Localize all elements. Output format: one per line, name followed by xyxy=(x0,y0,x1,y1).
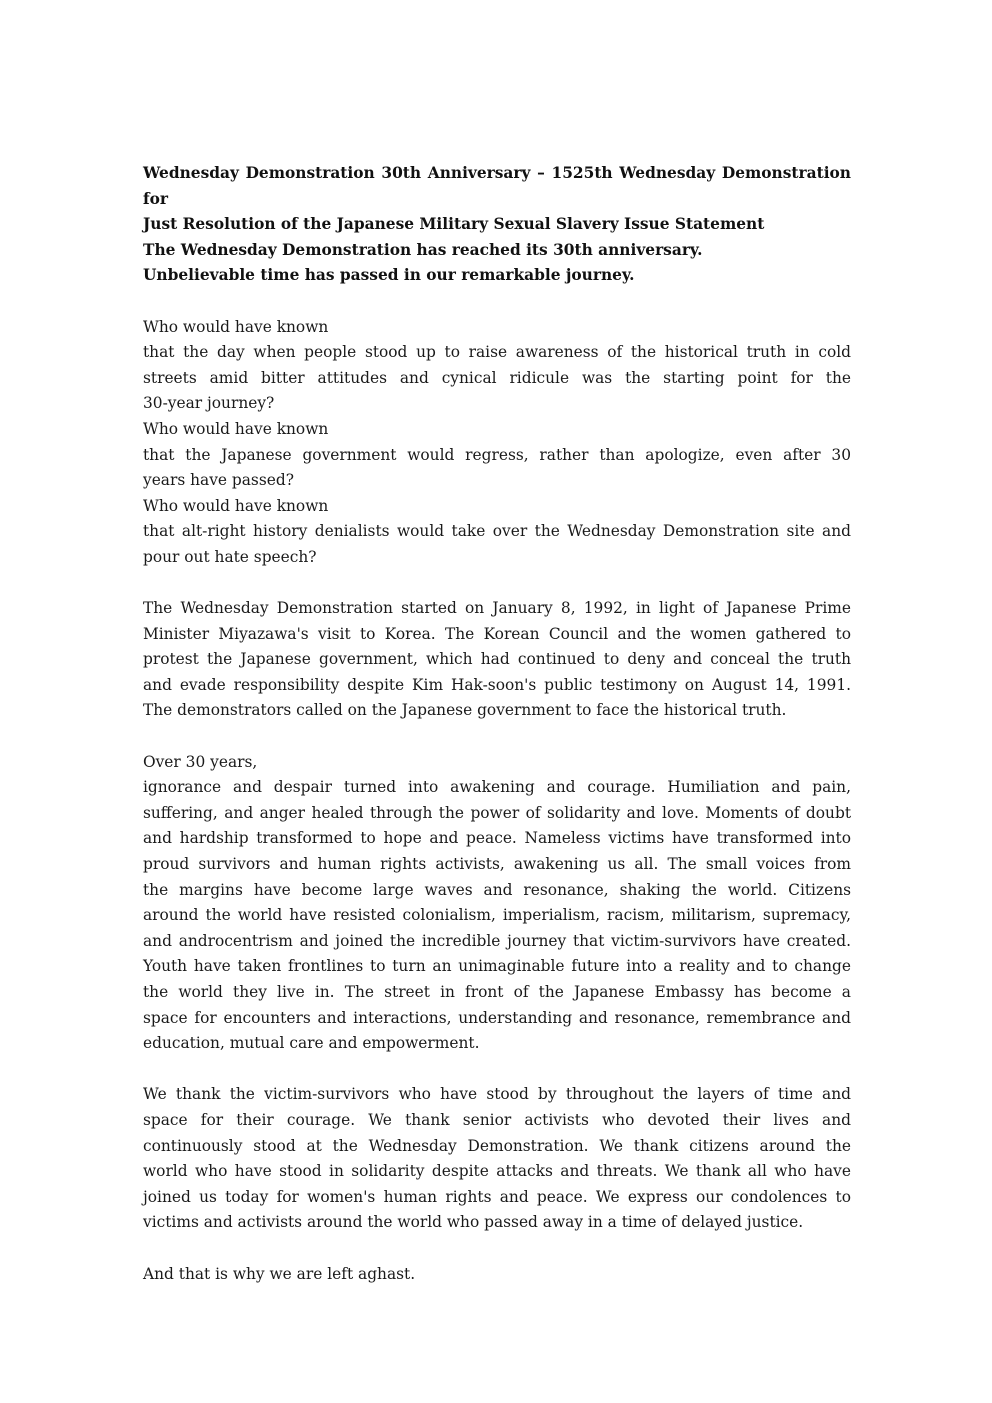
text-line: Minister Miyazawa's visit to Korea. The Korean Council and the women gathered to xyxy=(143,624,851,643)
title-line: Just Resolution of the Japanese Military Sexual Slavery Issue Statement xyxy=(143,215,765,234)
subtitle-line: The Wednesday Demonstration has reached its 30th anniversary. xyxy=(143,240,703,259)
text-line: space for their courage. We thank senior activists who devoted their lives and xyxy=(143,1110,851,1129)
text-line: and evade responsibility despite Kim Hak-soon's public testimony on August 14, 1991. xyxy=(143,675,851,694)
closing-line: And that is why we are left aghast. xyxy=(143,1264,416,1283)
subtitle-line: Unbelievable time has passed in our remarkable journey. xyxy=(143,266,635,285)
title-line: Wednesday Demonstration 30th Anniversary – 1525th Wednesday Demonstration for xyxy=(143,164,851,208)
paragraph-gap xyxy=(143,1057,851,1083)
text-line: proud survivors and human rights activists, awakening us all. The small voices from xyxy=(143,855,851,874)
text-line: Youth have taken frontlines to turn an unimaginable future into a reality and to change xyxy=(143,957,851,976)
thanks-paragraph xyxy=(143,1082,851,1236)
text-line: years have passed? xyxy=(143,471,294,490)
text-line: 30-year journey? xyxy=(143,394,275,413)
text-line: around the world have resisted colonialism, imperialism, racism, militarism, supremacy, xyxy=(143,906,851,925)
text-line: We thank the victim-survivors who have stood by throughout the layers of time and xyxy=(143,1085,851,1104)
text-line: the margins have become large waves and resonance, shaking the world. Citizens xyxy=(143,880,851,899)
text-line: suffering, and anger healed through the power of solidarity and love. Moments of doubt xyxy=(143,803,851,822)
text-line: joined us today for women's human rights and peace. We express our condolences to xyxy=(143,1187,851,1206)
text-line: the world they live in. The street in front of the Japanese Embassy has become a xyxy=(143,983,851,1001)
text-line: that the Japanese government would regress, rather than apologize, even after 30 xyxy=(143,445,851,464)
over-30-years-paragraph xyxy=(143,750,851,1057)
text-line: continuously stood at the Wednesday Demonstration. We thank citizens around the xyxy=(143,1136,851,1155)
text-line: The demonstrators called on the Japanese government to face the historical truth. xyxy=(143,701,787,720)
history-paragraph xyxy=(143,596,851,724)
statement-body xyxy=(143,161,851,1287)
statement-title xyxy=(143,161,851,289)
text-line: and androcentrism and joined the incredible journey that victim-survivors have created. xyxy=(143,931,851,950)
who-would-have-known-paragraph xyxy=(143,315,851,571)
text-line: Who would have known xyxy=(143,496,329,515)
text-line: ignorance and despair turned into awakening and courage. Humiliation and pain, xyxy=(143,778,851,797)
text-line: education, mutual care and empowerment. xyxy=(143,1034,480,1053)
text-line: Who would have known xyxy=(143,317,329,336)
paragraph-gap xyxy=(143,571,851,597)
text-line: streets amid bitter attitudes and cynical ridicule was the starting point for the xyxy=(143,368,851,387)
text-line: victims and activists around the world who passed away in a time of delayed justice. xyxy=(143,1213,804,1232)
text-line: The Wednesday Demonstration started on January 8, 1992, in light of Japanese Prime xyxy=(143,599,851,618)
text-line: Who would have known xyxy=(143,419,329,438)
text-line: space for encounters and interactions, understanding and resonance, remembrance and xyxy=(143,1008,851,1027)
text-line: world who have stood in solidarity despite attacks and threats. We thank all who have xyxy=(143,1162,851,1181)
paragraph-gap xyxy=(143,1236,851,1262)
paragraph-gap xyxy=(143,724,851,750)
text-line: that alt-right history denialists would take over the Wednesday Demonstration site and xyxy=(143,522,851,541)
text-line: Over 30 years, xyxy=(143,752,258,771)
paragraph-gap xyxy=(143,289,851,315)
text-line: protest the Japanese government, which had continued to deny and conceal the truth xyxy=(143,650,851,669)
text-line: pour out hate speech? xyxy=(143,547,317,566)
text-line: that the day when people stood up to raise awareness of the historical truth in cold xyxy=(143,343,851,362)
text-line: and hardship transformed to hope and peace. Nameless victims have transformed into xyxy=(143,829,851,848)
